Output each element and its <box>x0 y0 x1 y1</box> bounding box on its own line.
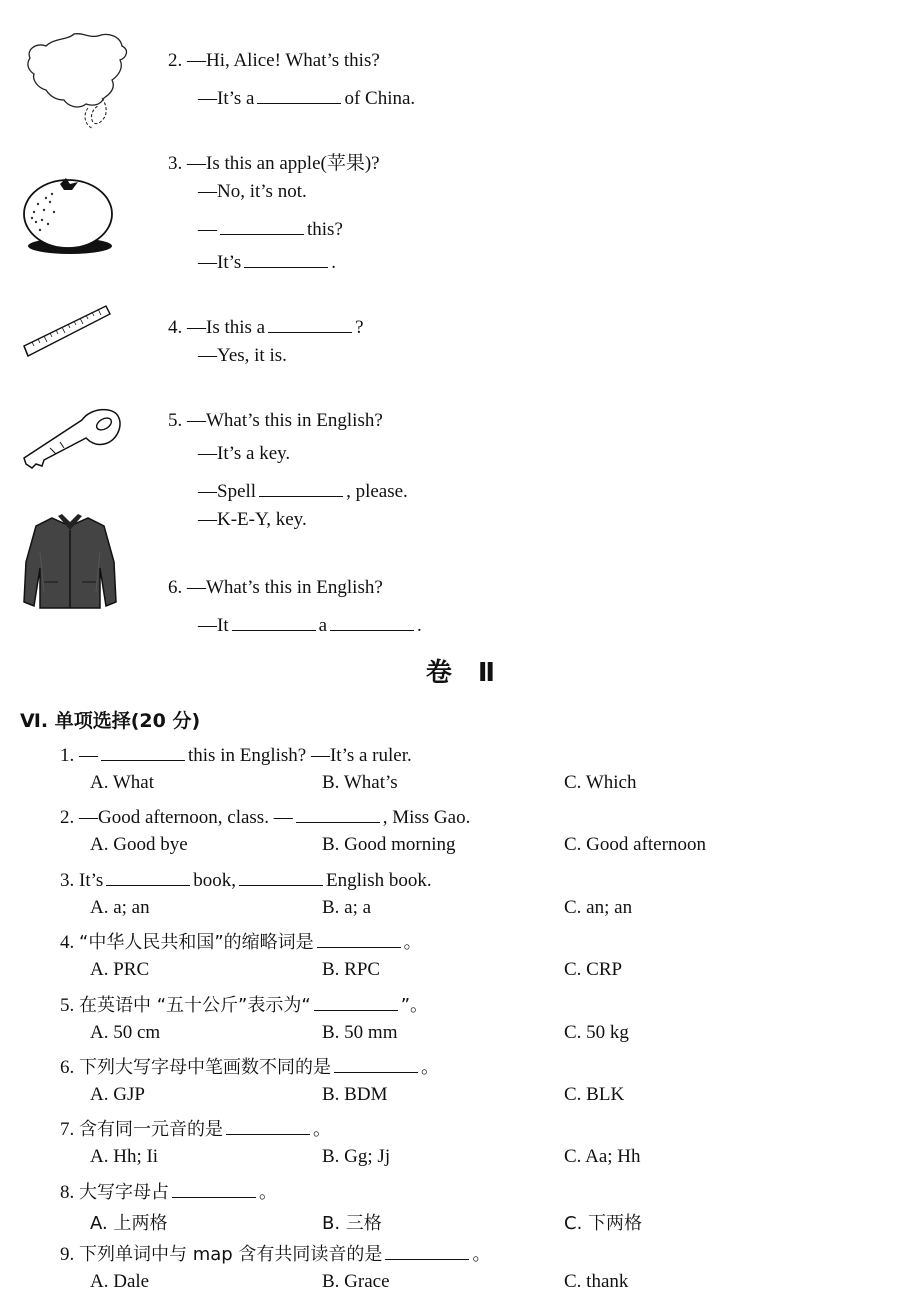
option-a[interactable]: A. PRC <box>90 959 150 981</box>
question-number: 2. <box>168 50 183 71</box>
option-b[interactable]: B. RPC <box>322 959 381 981</box>
question-stem <box>60 1177 277 1204</box>
option-b[interactable]: B. 50 mm <box>322 1021 398 1043</box>
stem-text: 下列单词中与 map 含有共同读音的是 <box>79 1244 383 1266</box>
dialogue-line: ? <box>355 316 364 338</box>
option-b[interactable]: B. a; a <box>322 896 372 918</box>
question-number: 4. <box>60 932 75 954</box>
dialogue-line: . <box>417 614 422 636</box>
stem-text: —Good afternoon, class. — <box>79 807 293 829</box>
option-a[interactable]: A. 50 cm <box>90 1021 161 1043</box>
dialogue-line: — <box>198 218 217 240</box>
stem-text: 大写字母占 <box>79 1181 169 1203</box>
stem-text: , Miss Gao. <box>382 807 471 829</box>
stem-text: 在英语中 “五十公斤”表示为“ <box>79 994 311 1016</box>
option-b[interactable]: B. BDM <box>322 1084 388 1105</box>
option-c[interactable]: C. Which <box>564 772 637 793</box>
stem-text: 含有同一元音的是 <box>79 1119 223 1141</box>
dialogue-line: —Yes, it is. <box>198 345 287 366</box>
option-b[interactable]: B. Good morning <box>322 834 456 856</box>
option-b[interactable]: B. What’s <box>322 772 398 793</box>
dialogue-line: . <box>331 251 337 273</box>
option-a[interactable]: A. GJP <box>90 1084 145 1105</box>
question-number: 6. <box>60 1056 75 1078</box>
dialogue-line: —Is this a <box>187 316 266 338</box>
dialogue-line: of China. <box>344 87 416 109</box>
dialogue-line: a <box>318 614 328 636</box>
question-number: 2. <box>60 807 75 829</box>
question-number: 3. <box>168 153 183 174</box>
dialogue-line: —Is this an apple(苹果)? <box>187 153 380 174</box>
dialogue-line: , please. <box>346 480 408 502</box>
question-number: 5. <box>168 410 183 431</box>
option-a[interactable]: A. Hh; Ii <box>90 1146 159 1168</box>
question-number: 6. <box>168 577 183 598</box>
question-number: 9. <box>60 1244 75 1266</box>
option-c[interactable]: C. 50 kg <box>564 1021 629 1043</box>
question-stem <box>60 1114 331 1141</box>
stem-text: book, <box>193 869 237 891</box>
answer-blank[interactable] <box>101 740 185 761</box>
option-c[interactable]: C. Aa; Hh <box>564 1146 641 1168</box>
stem-text: “中华人民共和国”的缩略词是 <box>79 932 314 954</box>
option-c[interactable]: C. thank <box>564 1271 629 1293</box>
option-c[interactable]: C. an; an <box>564 896 633 918</box>
option-a[interactable]: A. a; an <box>90 896 150 918</box>
question-number: 1. <box>60 744 75 766</box>
answer-blank[interactable] <box>334 1052 418 1073</box>
option-a[interactable]: A. What <box>90 772 155 793</box>
dialogue-line: —It’s <box>198 251 242 273</box>
dialogue-line: —It <box>198 614 229 636</box>
question-stem <box>60 927 422 954</box>
paper-title: 卷 Ⅱ <box>425 658 496 688</box>
answer-blank[interactable] <box>314 990 398 1011</box>
answer-blank[interactable] <box>226 1114 310 1135</box>
question-number: 8. <box>60 1181 75 1203</box>
answer-blank[interactable] <box>317 927 401 948</box>
option-a[interactable]: A. Dale <box>90 1271 150 1293</box>
stem-text: 。 <box>403 932 422 954</box>
question-number: 5. <box>60 994 75 1016</box>
option-a[interactable]: A. Good bye <box>90 834 188 856</box>
option-c[interactable]: C. Good afternoon <box>564 834 706 856</box>
stem-text: ”。 <box>400 994 429 1016</box>
option-a[interactable]: A. 上两格 <box>90 1212 168 1234</box>
question-number: 7. <box>60 1119 75 1141</box>
answer-blank[interactable] <box>296 802 380 823</box>
option-c[interactable]: C. BLK <box>564 1084 625 1105</box>
dialogue-line: —It’s a <box>198 87 255 109</box>
dialogue-line: —Spell <box>198 480 257 502</box>
stem-text: English book. <box>326 869 432 891</box>
question-number: 4. <box>168 316 183 338</box>
option-c[interactable]: C. CRP <box>564 959 623 981</box>
question-stem <box>60 740 412 767</box>
question-stem <box>60 990 428 1017</box>
answer-blank[interactable] <box>106 865 190 886</box>
question-number: 3. <box>60 869 75 891</box>
question-stem <box>60 1239 490 1266</box>
stem-text: It’s <box>79 869 104 891</box>
stem-text: 。 <box>472 1244 491 1266</box>
dialogue-line: —What’s this in English? <box>187 410 383 431</box>
question-stem <box>60 802 470 829</box>
option-b[interactable]: B. Gg; Jj <box>322 1146 391 1168</box>
stem-text: 下列大写字母中笔画数不同的是 <box>79 1056 331 1078</box>
question-stem <box>60 1052 439 1079</box>
section-title: Ⅵ. 单项选择(20 分) <box>20 710 201 732</box>
option-b[interactable]: B. Grace <box>322 1271 390 1293</box>
answer-blank[interactable] <box>172 1177 256 1198</box>
stem-text: 。 <box>259 1181 277 1203</box>
option-c[interactable]: C. 下两格 <box>564 1212 643 1234</box>
dialogue-line: —No, it’s not. <box>198 181 307 202</box>
answer-blank[interactable] <box>239 865 323 886</box>
dialogue-line: this? <box>307 218 343 240</box>
dialogue-line: —What’s this in English? <box>187 577 383 598</box>
option-b[interactable]: B. 三格 <box>322 1212 382 1234</box>
answer-blank[interactable] <box>385 1239 469 1260</box>
stem-text: this in English? —It’s a ruler. <box>188 744 412 766</box>
stem-text: 。 <box>313 1119 331 1141</box>
question-stem <box>60 865 432 892</box>
dialogue-line: —Hi, Alice! What’s this? <box>187 50 380 71</box>
stem-text: — <box>79 744 98 766</box>
stem-text: 。 <box>421 1056 439 1078</box>
dialogue-line: —It’s a key. <box>198 443 291 464</box>
dialogue-line: —K-E-Y, key. <box>198 509 307 530</box>
